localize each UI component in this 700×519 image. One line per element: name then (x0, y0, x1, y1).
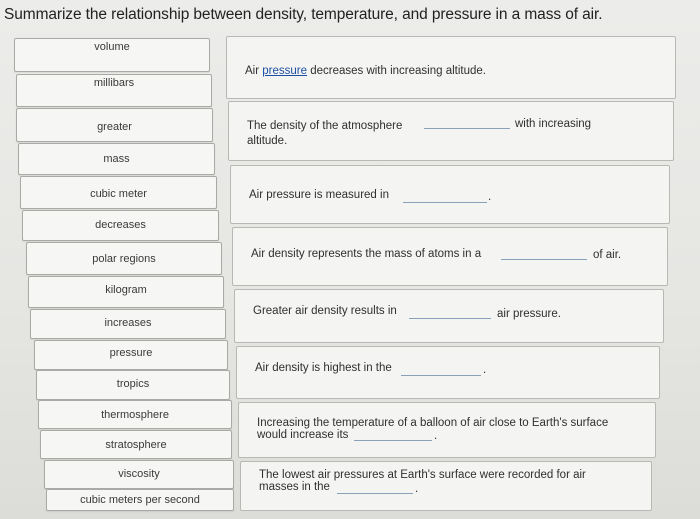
statement-2-text-after: with increasing (515, 118, 592, 130)
question-title: Summarize the relationship between density, temperature, and pressure in a mass of air. (4, 6, 603, 23)
term-label: increases (104, 317, 152, 329)
term-card[interactable] (28, 276, 224, 308)
drop-target-6[interactable] (401, 363, 481, 376)
term-card[interactable] (18, 143, 215, 175)
statement-3-text-after: . (488, 191, 492, 203)
statement-7-line-1: Increasing the temperature of a balloon of air close to Earth's surface (257, 417, 609, 429)
term-label: stratosphere (105, 438, 167, 451)
drop-target-2[interactable] (424, 116, 510, 129)
term-label: thermosphere (101, 408, 169, 421)
term-card[interactable] (34, 340, 228, 370)
statement-6-text-before: Air density is highest in the (255, 362, 392, 374)
statement-1 (226, 36, 676, 99)
term-label: viscosity (118, 467, 160, 480)
term-label: mass (103, 153, 130, 165)
term-label: decreases (95, 218, 146, 231)
statement-7-text-after: . (434, 430, 438, 442)
statement-5-text-after: air pressure. (497, 308, 561, 320)
statement-1-text-after: decreases with increasing altitude. (307, 65, 486, 77)
statement-7-text-before: would increase its (257, 429, 349, 441)
statement-6-text-after: . (483, 364, 487, 376)
statement-2 (228, 101, 674, 161)
statement-8-text-after: . (415, 483, 419, 495)
term-card[interactable] (44, 460, 234, 489)
term-label: cubic meter (90, 187, 147, 200)
statement-4-text-after: of air. (593, 249, 622, 261)
statement-3 (230, 165, 670, 224)
pressure-link[interactable]: pressure (262, 65, 307, 77)
term-card[interactable] (46, 489, 234, 511)
statement-6 (236, 346, 660, 399)
term-card[interactable] (40, 430, 232, 459)
term-card[interactable] (16, 108, 213, 142)
term-label: cubic meters per second (80, 494, 200, 506)
term-card[interactable] (16, 74, 212, 107)
term-card[interactable] (36, 370, 230, 400)
statement-4 (232, 227, 668, 286)
drop-target-7[interactable] (354, 428, 432, 441)
statement-8 (240, 461, 652, 511)
term-label: millibars (93, 76, 135, 89)
statement-1-text-before: Air (245, 65, 263, 77)
term-card[interactable] (26, 242, 222, 275)
term-card[interactable] (38, 400, 232, 429)
term-card[interactable] (14, 38, 210, 72)
term-label: kilogram (105, 284, 147, 296)
statement-7 (238, 402, 656, 458)
drop-target-8[interactable] (337, 481, 413, 494)
drop-target-3[interactable] (403, 190, 487, 203)
statement-8-text-before: masses in the (259, 481, 330, 493)
statement-3-text-before: Air pressure is measured in (249, 189, 389, 201)
term-card[interactable] (30, 309, 226, 339)
drop-target-5[interactable] (409, 306, 491, 319)
statement-2-line-2: altitude. (247, 135, 288, 147)
term-label: tropics (116, 378, 150, 390)
term-card[interactable] (20, 176, 217, 209)
statement-8-line-1: The lowest air pressures at Earth's surface were recorded for air (259, 469, 586, 481)
statement-2-text-before: The density of the atmosphere (247, 120, 403, 132)
term-card[interactable] (22, 210, 219, 241)
term-label: greater (97, 121, 132, 133)
term-label: pressure (109, 347, 153, 359)
term-label: polar regions (92, 252, 156, 265)
term-label: volume (94, 41, 130, 53)
statement-4-text-before: Air density represents the mass of atoms in a (251, 248, 482, 260)
drop-target-4[interactable] (501, 247, 587, 260)
statement-5-text-before: Greater air density results in (253, 305, 397, 317)
statement-5 (234, 289, 664, 343)
